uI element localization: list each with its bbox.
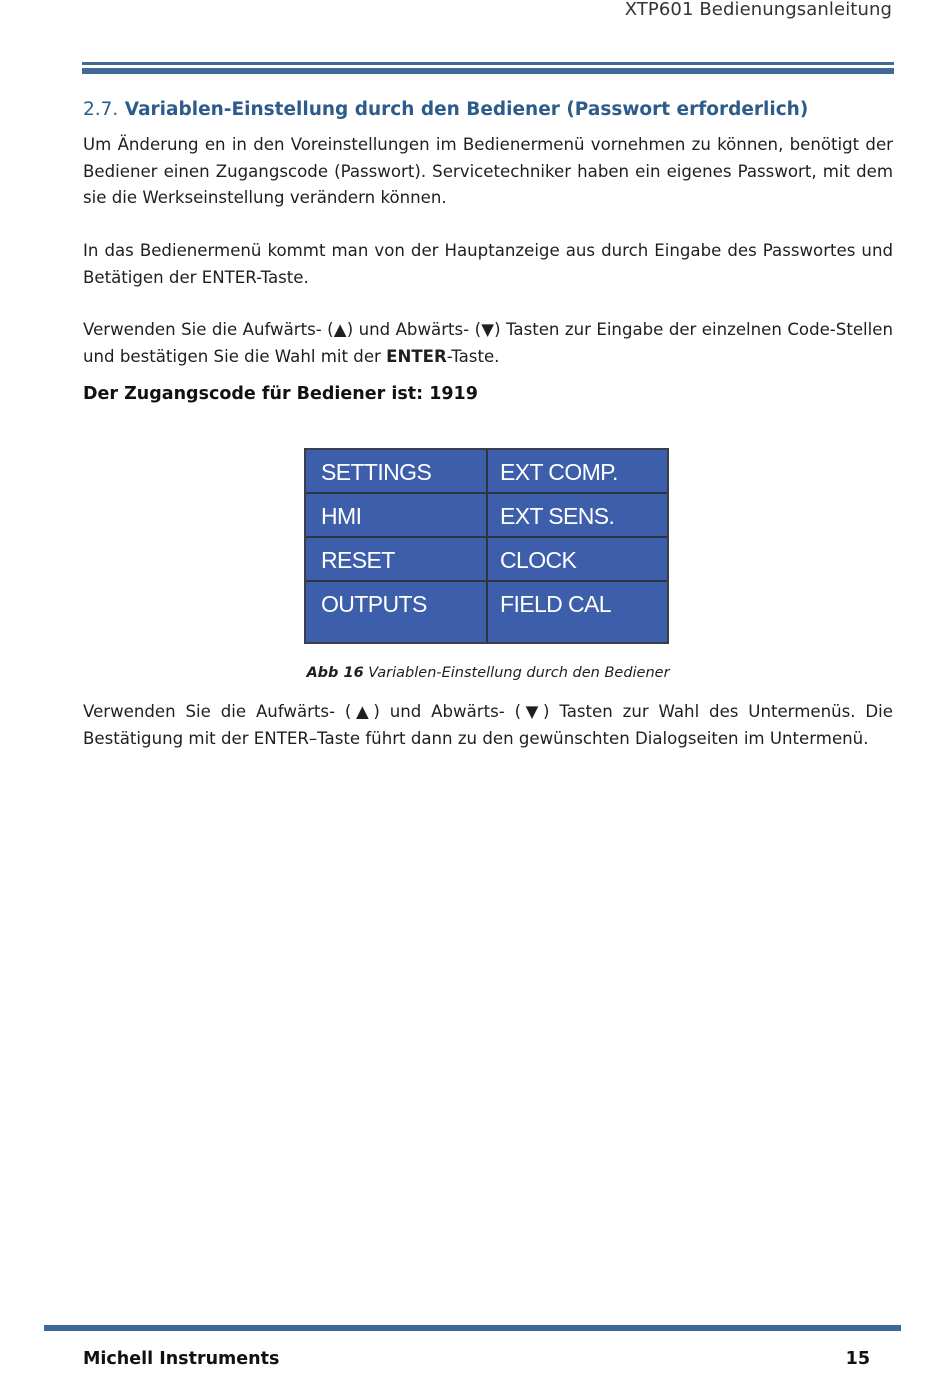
menu-item-ext-comp: EXT COMP. xyxy=(488,450,667,494)
access-code-line: Der Zugangscode für Bediener ist: 1919 xyxy=(83,384,478,404)
page-number: 15 xyxy=(845,1349,870,1369)
menu-item-outputs: OUTPUTS xyxy=(321,591,427,617)
paragraph-menu-access: In das Bedienermenü kommt man von der Hauptanzeige aus durch Eingabe des Passwortes und Betätigen der ENTER-Taste. xyxy=(83,241,893,287)
figure-caption xyxy=(0,665,950,681)
menu-item-hmi: HMI xyxy=(306,494,486,538)
menu-column-left xyxy=(306,450,488,642)
section-number: 2.7. xyxy=(83,99,119,120)
paragraph-password-intro: Um Änderung en in den Voreinstellungen im Bedienermenü vornehmen zu können, benötigt der Bediener einen Zugangscode (Passwort). Servicetechniker haben ein eigenes Passwort, mit dem sie die Werkseinstellung verändern können. xyxy=(83,135,893,207)
section-heading xyxy=(83,99,808,120)
enter-key-label: ENTER xyxy=(386,346,447,366)
document-title: XTP601 Bedienungsanleitung xyxy=(624,0,892,20)
menu-column-right xyxy=(488,450,667,642)
section-title: Variablen-Einstellung durch den Bediener (Passwort erforderlich) xyxy=(124,99,809,120)
menu-item-field-cal: FIELD CAL xyxy=(500,591,611,617)
operator-menu-display xyxy=(304,448,669,644)
menu-item-settings: SETTINGS xyxy=(306,450,486,494)
figure-label: Abb 16 xyxy=(306,665,364,681)
paragraph-code-entry-text: Verwenden Sie die Aufwärts- (▲) und Abwärts- (▼) Tasten zur Eingabe der einzelnen Code-Stellen und bestätigen Sie die Wahl mit der xyxy=(83,320,893,366)
menu-item-reset: RESET xyxy=(306,538,486,582)
footer-company: Michell Instruments xyxy=(83,1349,280,1369)
paragraph-code-entry xyxy=(83,317,893,370)
header-rule xyxy=(82,62,894,74)
footer-rule xyxy=(44,1325,901,1331)
figure-caption-text: Variablen-Einstellung durch den Bediener xyxy=(368,665,670,681)
paragraph-submenu-navigation: Verwenden Sie die Aufwärts- (▲) und Abwärts- (▼) Tasten zur Wahl des Untermenüs. Die Bestätigung mit der ENTER–Taste führt dann zu den gewünschten Dialogseiten im Untermenü. xyxy=(83,702,893,748)
menu-item-ext-sens: EXT SENS. xyxy=(488,494,667,538)
menu-item-clock: CLOCK xyxy=(488,538,667,582)
paragraph-code-entry-suffix: -Taste. xyxy=(446,346,500,366)
